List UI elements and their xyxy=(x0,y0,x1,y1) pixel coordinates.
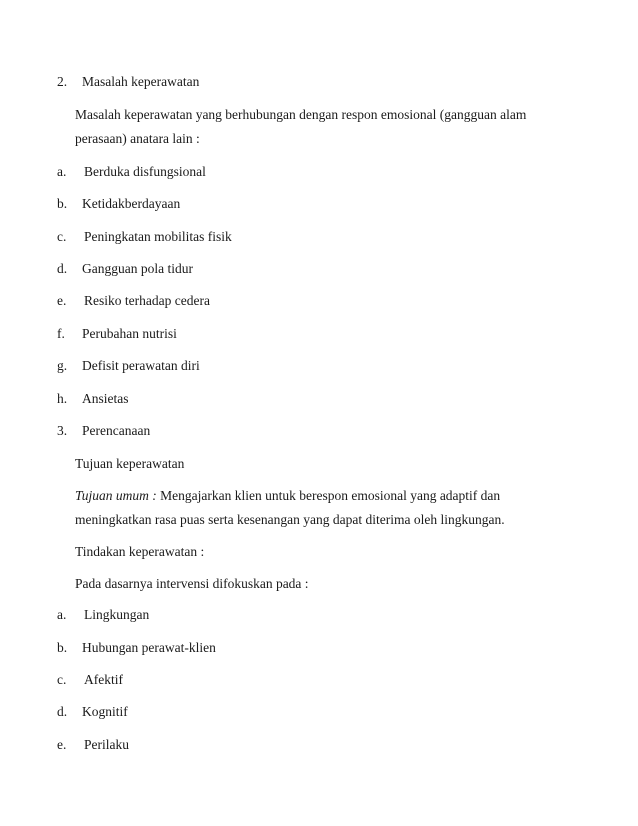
list-item: Hubungan perawat-klien xyxy=(82,640,216,655)
section-number: 2. xyxy=(57,74,68,89)
list-marker: c. xyxy=(57,229,67,244)
paragraph-line: Pada dasarnya intervensi difokuskan pada : xyxy=(75,576,309,591)
list-marker: a. xyxy=(57,607,67,622)
section-number: 3. xyxy=(57,423,68,438)
list-item: Peningkatan mobilitas fisik xyxy=(84,229,232,244)
list-item: Defisit perawatan diri xyxy=(82,358,200,373)
subheading: Tindakan keperawatan : xyxy=(75,544,205,559)
list-item: Berduka disfungsional xyxy=(84,164,206,179)
list-marker: c. xyxy=(57,672,67,687)
list-item: Ketidakberdayaan xyxy=(82,196,181,211)
list-marker: b. xyxy=(57,196,68,211)
list-item: Lingkungan xyxy=(84,607,150,622)
list-marker: a. xyxy=(57,164,67,179)
section-title: Perencanaan xyxy=(82,423,151,438)
list-marker: b. xyxy=(57,640,68,655)
tujuan-umum-text: Mengajarkan klien untuk berespon emosional yang adaptif dan xyxy=(156,488,501,503)
list-item: Gangguan pola tidur xyxy=(82,261,193,276)
paragraph-line: meningkatkan rasa puas serta kesenangan yang dapat diterima oleh lingkungan. xyxy=(75,512,505,527)
list-item: Perilaku xyxy=(84,737,129,752)
section-title: Masalah keperawatan xyxy=(82,74,200,89)
list-marker: e. xyxy=(57,293,67,308)
list-marker: g. xyxy=(57,358,68,373)
list-marker: f. xyxy=(57,326,65,341)
list-item: Kognitif xyxy=(82,704,128,719)
list-item: Ansietas xyxy=(82,391,129,406)
list-item: Afektif xyxy=(84,672,123,687)
list-marker: h. xyxy=(57,391,68,406)
paragraph-line: perasaan) anatara lain : xyxy=(75,131,200,146)
paragraph-line xyxy=(75,487,500,505)
tujuan-umum-label: Tujuan umum : xyxy=(75,488,157,503)
list-item: Perubahan nutrisi xyxy=(82,326,177,341)
list-item: Resiko terhadap cedera xyxy=(84,293,210,308)
subheading: Tujuan keperawatan xyxy=(75,456,185,471)
list-marker: d. xyxy=(57,704,68,719)
paragraph-line: Masalah keperawatan yang berhubungan dengan respon emosional (gangguan alam xyxy=(75,107,527,122)
list-marker: e. xyxy=(57,737,67,752)
list-marker: d. xyxy=(57,261,68,276)
